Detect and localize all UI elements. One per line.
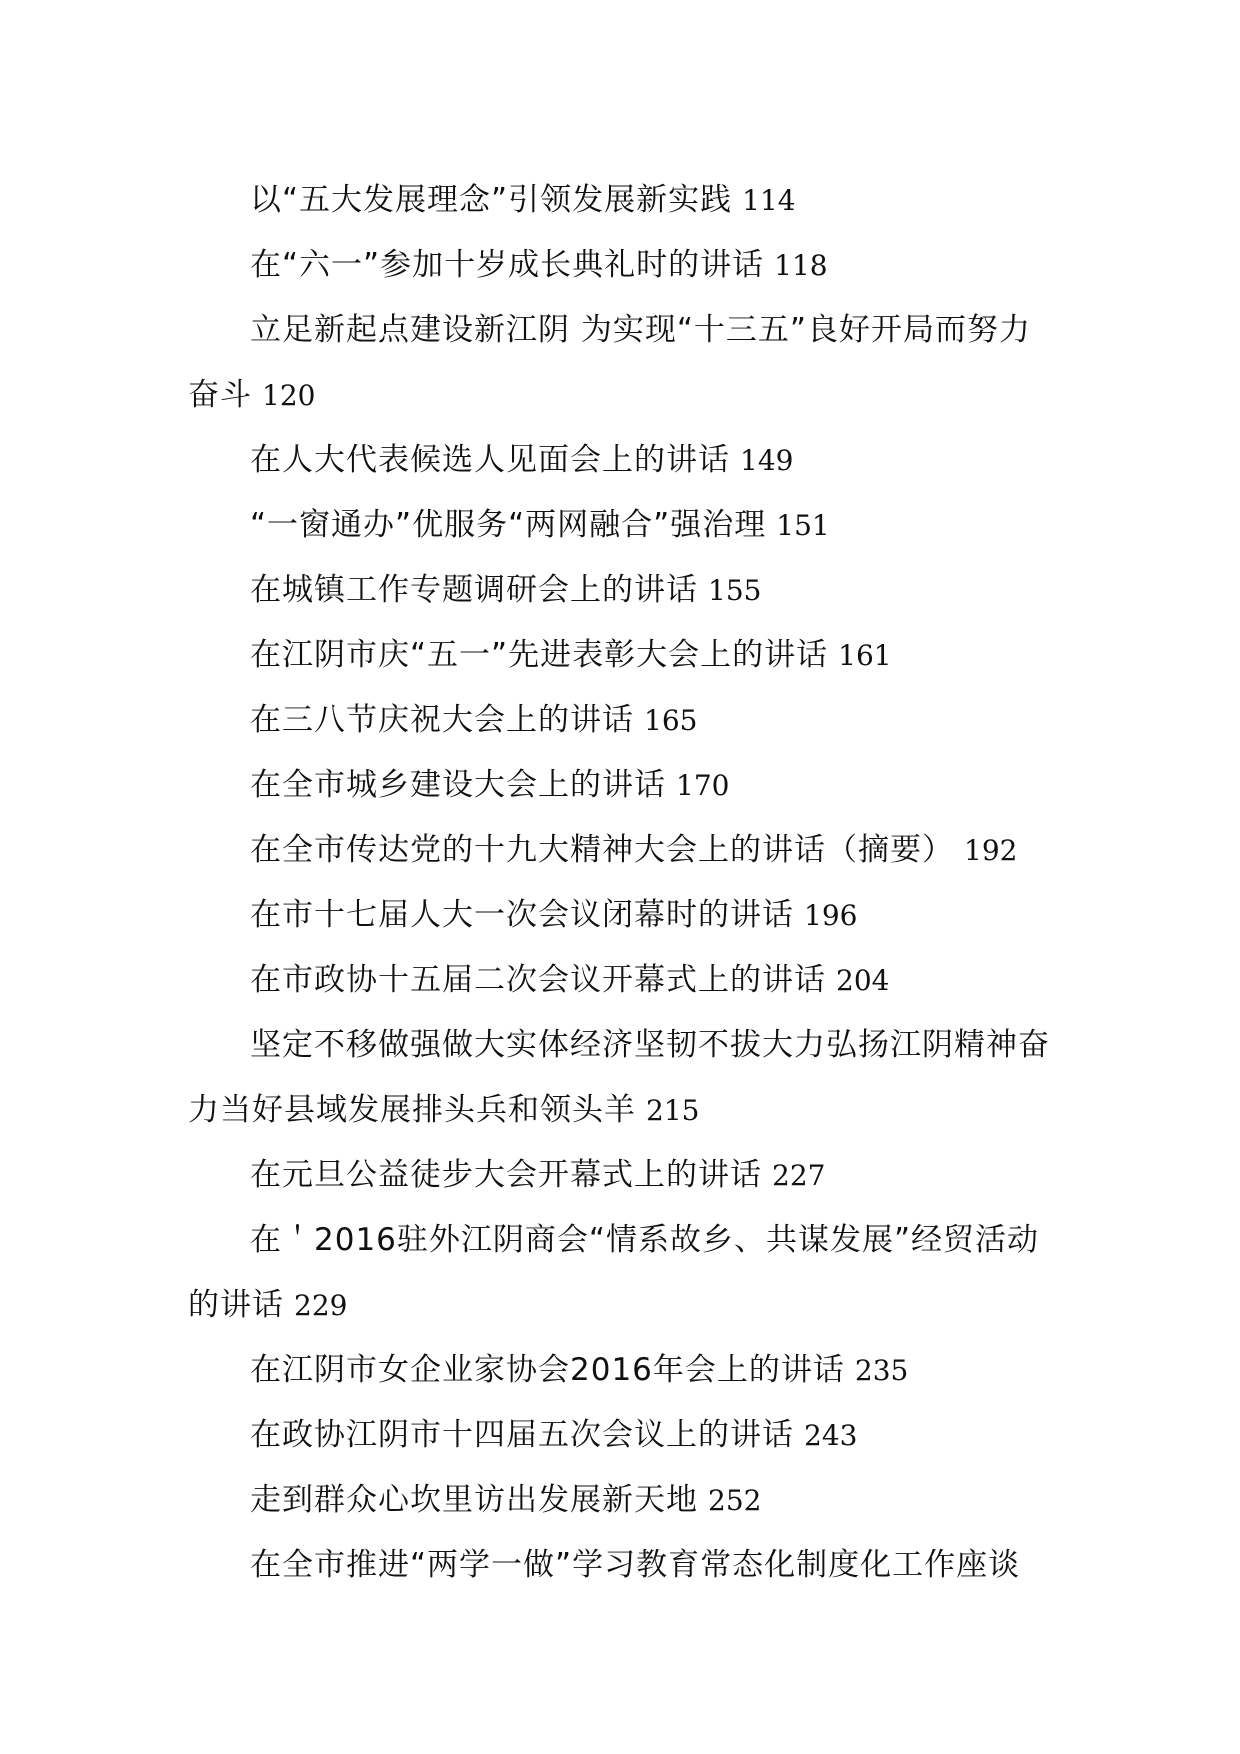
toc-entry-page-number: 155 [708, 574, 762, 607]
toc-entry-page-number: 235 [854, 1354, 909, 1387]
toc-entry-page-number: 161 [838, 639, 892, 672]
toc-entry-page-number: 120 [262, 379, 316, 412]
toc-entry-title: 在江阴市女企业家协会2016年会上的讲话 [250, 1352, 845, 1388]
toc-entry [188, 623, 1058, 688]
toc-entry [188, 428, 1058, 493]
toc-entry-page-number: 243 [804, 1419, 858, 1452]
toc-entry-title: 在“六一”参加十岁成长典礼时的讲话 [250, 247, 765, 283]
toc-entry-page-number: 196 [804, 899, 858, 932]
toc-entry-page-number: 229 [294, 1289, 348, 1322]
toc-entry-page-number: 149 [740, 444, 794, 477]
toc-entry-page-number: 170 [676, 769, 730, 802]
toc-entry-page-number: 192 [964, 834, 1018, 867]
toc-entry [188, 1468, 1058, 1533]
toc-entry-page-number: 215 [646, 1094, 700, 1127]
toc-entry-title: 在元旦公益徒步大会开幕式上的讲话 [250, 1157, 762, 1193]
toc-entry [188, 168, 1058, 233]
toc-entry [188, 1533, 1058, 1598]
toc-entry-page-number: 151 [776, 509, 830, 542]
toc-entry-title: 在城镇工作专题调研会上的讲话 [250, 572, 698, 608]
toc-entry-title: 坚定不移做强做大实体经济坚韧不拔大力弘扬江阴精神奋力当好县域发展排头兵和领头羊 [188, 1027, 1050, 1128]
toc-entry-title: 在市十七届人大一次会议闭幕时的讲话 [250, 897, 794, 933]
toc-entry [188, 1338, 1058, 1403]
toc-entry-title: 在江阴市庆“五一”先进表彰大会上的讲话 [250, 637, 829, 673]
toc-entry-title: 在全市传达党的十九大精神大会上的讲话（摘要） [250, 832, 954, 868]
toc-entry-page-number: 114 [742, 184, 796, 217]
toc-entry-title: 走到群众心坎里访出发展新天地 [250, 1482, 698, 1518]
toc-entry-page-number: 118 [774, 249, 828, 282]
toc-entry-title: 在人大代表候选人见面会上的讲话 [250, 442, 730, 478]
toc-entry-title: 在三八节庆祝大会上的讲话 [250, 702, 634, 738]
toc-entry [188, 493, 1058, 558]
toc-entry-page-number: 227 [772, 1159, 826, 1192]
toc-entry-page-number: 165 [644, 704, 698, 737]
toc-entry-page-number: 252 [708, 1484, 762, 1517]
toc-entry [188, 688, 1058, 753]
toc-entry [188, 1143, 1058, 1208]
toc-entry-title: 在全市城乡建设大会上的讲话 [250, 767, 666, 803]
toc-entry-title: 在政协江阴市十四届五次会议上的讲话 [250, 1417, 794, 1453]
toc-entry [188, 1403, 1058, 1468]
toc-entry-title: 在市政协十五届二次会议开幕式上的讲话 [250, 962, 826, 998]
toc-entry [188, 558, 1058, 623]
toc-entry [188, 233, 1058, 298]
toc-entry [188, 1013, 1058, 1143]
toc-entry-title: 在＇2016驻外江阴商会“情系故乡、共谋发展”经贸活动的讲话 [188, 1222, 1040, 1323]
table-of-contents [188, 168, 1058, 1598]
toc-entry-page-number: 204 [836, 964, 890, 997]
toc-entry [188, 753, 1058, 818]
toc-entry-title: 在全市推进“两学一做”学习教育常态化制度化工作座谈 [250, 1547, 1021, 1583]
toc-entry [188, 948, 1058, 1013]
toc-entry [188, 883, 1058, 948]
toc-entry-title: “一窗通办”优服务“两网融合”强治理 [250, 507, 767, 543]
toc-entry [188, 818, 1058, 883]
toc-entry-title: 立足新起点建设新江阴 为实现“十三五”良好开局而努力奋斗 [188, 312, 1031, 413]
toc-entry-title: 以“五大发展理念”引领发展新实践 [250, 182, 733, 218]
toc-entry [188, 1208, 1058, 1338]
toc-entry [188, 298, 1058, 428]
